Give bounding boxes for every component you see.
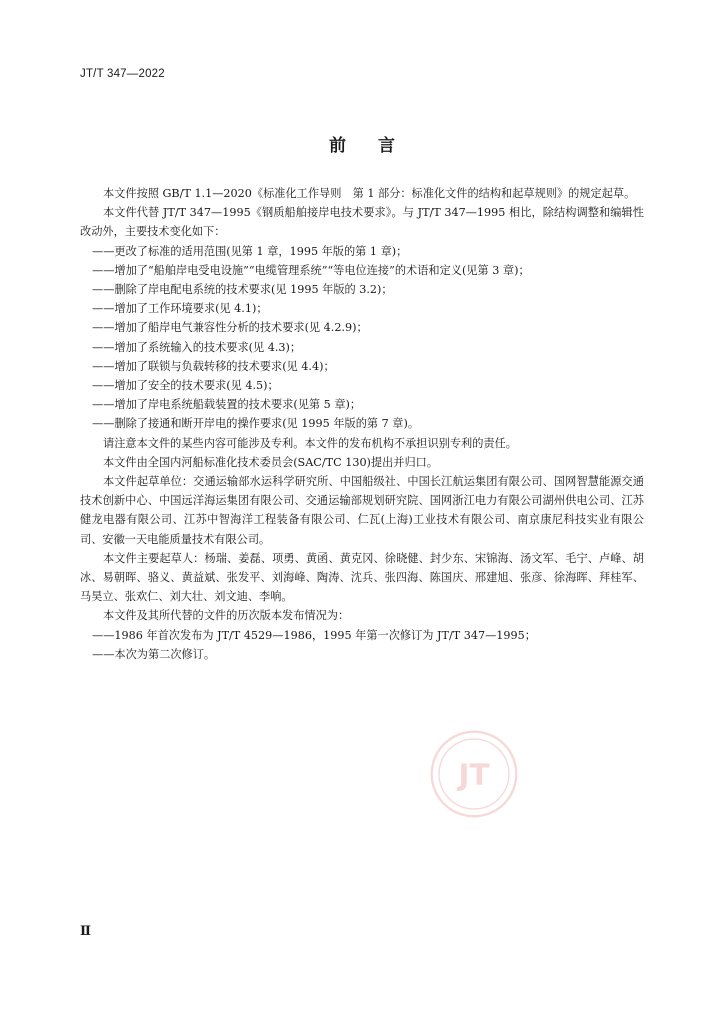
list-item: ——增加了系统输入的技术要求(见 4.3)；: [92, 340, 302, 354]
list-item: ——增加了安全的技术要求(见 4.5)；: [92, 379, 279, 393]
paragraph: 本文件由全国内河船标准化技术委员会(SAC/TC 130)提出并归口。: [103, 455, 439, 469]
list-item: ——增加了岸电系统船载装置的技术要求(见第 5 章)；: [92, 398, 362, 412]
list-item: ——增加了“船舶岸电受电设施”“电缆管理系统”“等电位连接”的术语和定义(见第 3 章)；: [92, 263, 530, 277]
paragraph: 本文件主要起草人：杨瑞、姜磊、项勇、黄函、黄克冈、徐晓健、封少东、宋锦海、汤文军、毛宁、卢峰、胡冰、易朝晖、骆义、黄益斌、张发平、刘海峰、陶涛、沈兵、张四海、陈国庆、邢建旭、张彦、徐海晖、拜桂军、马昊立、张欢仁、刘大壮、刘文迪、李响。: [80, 551, 644, 604]
watermark-text: JT: [458, 758, 490, 793]
list-item: ——本次为第二次修订。: [92, 647, 216, 661]
page-title: 前言: [329, 136, 427, 156]
paragraph: 本文件代替 JT/T 347—1995《钢质船舶接岸电技术要求》。与 JT/T 347—1995 相比，除结构调整和编辑性改动外，主要技术变化如下：: [80, 206, 644, 239]
list-item: ——1986 年首次发布为 JT/T 4529—1986，1995 年第一次修订为 JT/T 347—1995；: [92, 628, 536, 642]
paragraph: 请注意本文件的某些内容可能涉及专利。本文件的发布机构不承担识别专利的责任。: [103, 436, 517, 450]
paragraph: 本文件起草单位：交通运输部水运科学研究所、中国船级社、中国长江航运集团有限公司、国网智慧能源交通技术创新中心、中国远洋海运集团有限公司、交通运输部规划研究院、国网浙江电力有限公司湖州供电公司、江苏健龙电器有限公司、江苏中智海洋工程装备有限公司、仁瓦(上海)工业技术有限公司、南京康尼科技实业有限公司、安徽一天电能质量技术有限公司。: [80, 475, 644, 546]
list-item: ——删除了接通和断开岸电的操作要求(见 1995 年版的第 7 章)。: [92, 417, 420, 431]
list-item: ——更改了标准的适用范围(见第 1 章，1995 年版的第 1 章)；: [92, 244, 408, 258]
page-number: Ⅱ: [80, 924, 91, 939]
paragraph: 本文件按照 GB/T 1.1—2020《标准化工作导则 第 1 部分：标准化文件的结构和起草规则》的规定起草。: [103, 187, 636, 200]
paragraph: 本文件及其所代替的文件的历次版本发布情况为：: [103, 609, 350, 623]
jt-seal-icon: [428, 728, 520, 820]
standard-code: JT/T 347—2022: [80, 68, 165, 80]
list-item: ——增加了联锁与负载转移的技术要求(见 4.4)；: [92, 359, 335, 373]
document-body: [80, 184, 644, 664]
list-item: ——增加了工作环境要求(见 4.1)；: [92, 302, 268, 316]
list-item: ——删除了岸电配电系统的技术要求(见 1995 年版的 3.2)；: [92, 283, 393, 297]
list-item: ——增加了船岸电气兼容性分析的技术要求(见 4.2.9)；: [92, 321, 368, 335]
